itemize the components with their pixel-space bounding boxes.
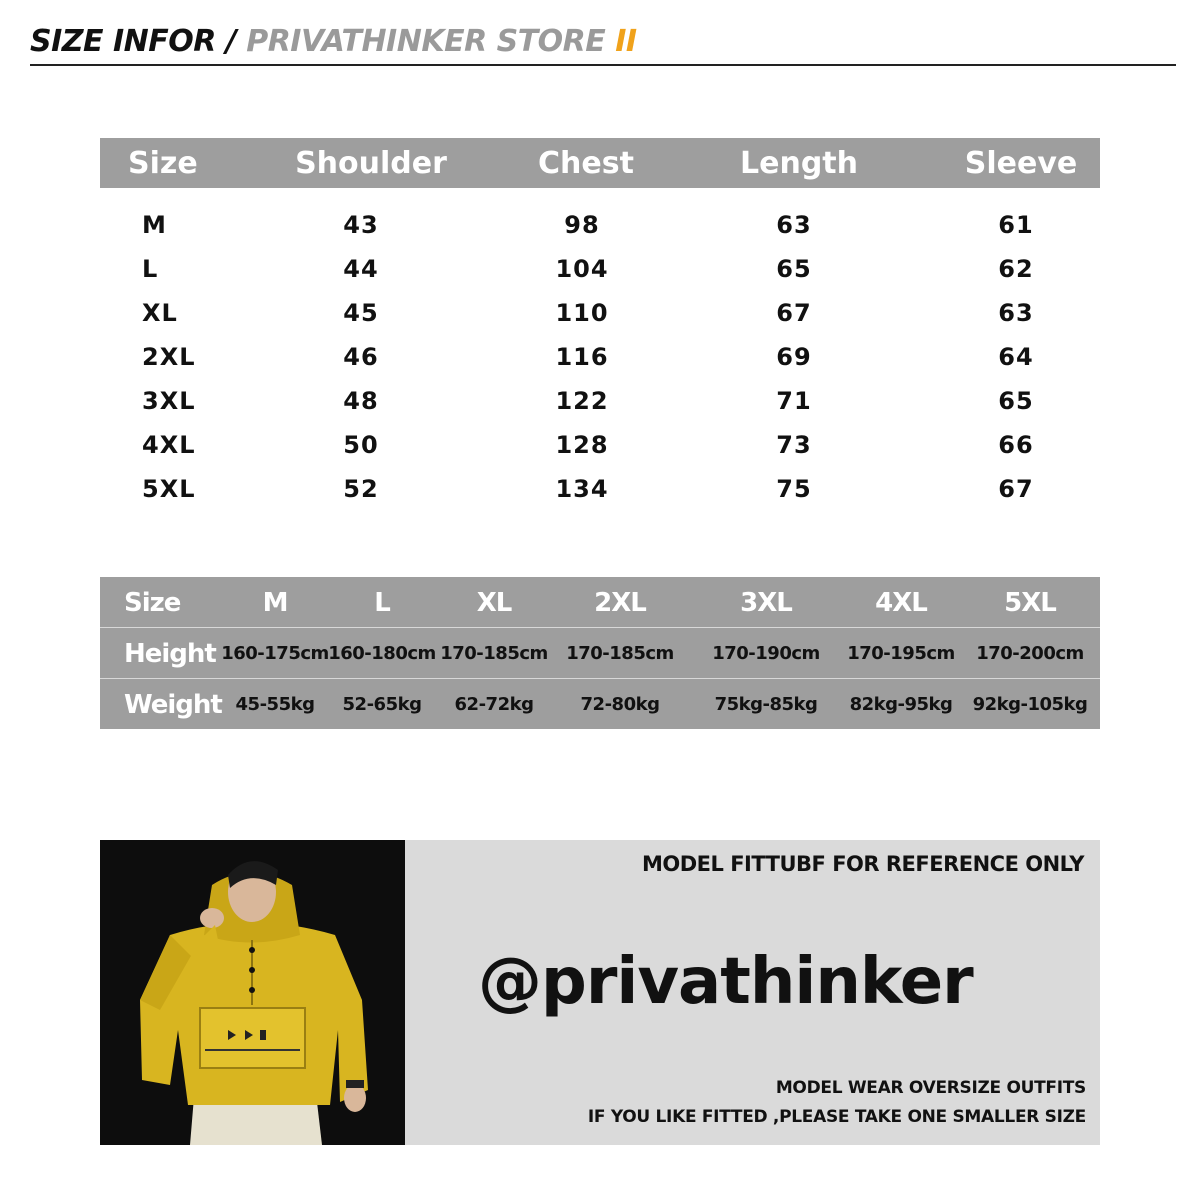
fit-weight-cell: 72-80kg: [580, 694, 660, 715]
measurement-row: [100, 423, 1100, 467]
oversize-note-line-2: IF YOU LIKE FITTED ,PLEASE TAKE ONE SMALLER SIZE: [587, 1107, 1086, 1127]
column-header-shoulder: Shoulder: [295, 146, 447, 181]
fit-size-cell: 4XL: [875, 588, 927, 618]
fit-height-cell: 170-195cm: [847, 643, 955, 664]
oversize-note: [588, 1074, 1086, 1132]
size-cell: 4XL: [142, 431, 196, 459]
column-header-chest: Chest: [538, 146, 634, 181]
header-store-name: PRIVATHINKER STORE: [246, 24, 606, 59]
measurement-cell: 71: [776, 387, 812, 415]
size-cell: XL: [142, 299, 178, 327]
fit-guide-table: [100, 577, 1100, 729]
measurement-cell: 67: [998, 475, 1034, 503]
size-cell: M: [142, 211, 167, 239]
measurement-row: [100, 291, 1100, 335]
fit-size-cell: 2XL: [594, 588, 646, 618]
measurement-cell: 52: [343, 475, 379, 503]
column-header-sleeve: Sleeve: [964, 146, 1078, 181]
fit-height-cell: 160-180cm: [328, 643, 436, 664]
measurement-table-header: [100, 138, 1100, 188]
measurement-cell: 75: [776, 475, 812, 503]
measurement-cell: 98: [564, 211, 600, 239]
measurement-row: [100, 247, 1100, 291]
measurement-cell: 110: [555, 299, 609, 327]
measurement-cell: 50: [343, 431, 379, 459]
fit-weight-cell: 75kg-85kg: [714, 694, 818, 715]
measurement-cell: 122: [555, 387, 609, 415]
measurement-cell: 116: [555, 343, 609, 371]
fit-height-cell: 170-200cm: [976, 643, 1084, 664]
fit-height-cell: 170-190cm: [712, 643, 820, 664]
fit-weight-cell: 45-55kg: [235, 694, 315, 715]
measurement-row: [100, 467, 1100, 511]
size-cell: 5XL: [142, 475, 196, 503]
fit-size-cell: M: [262, 588, 288, 618]
oversize-note-line-1: MODEL WEAR OVERSIZE OUTFITS: [775, 1078, 1086, 1098]
reference-note: MODEL FITTUBF FOR REFERENCE ONLY: [641, 852, 1084, 876]
store-handle: @privathinker: [478, 945, 973, 1019]
measurement-cell: 128: [555, 431, 609, 459]
measurement-cell: 61: [998, 211, 1034, 239]
fit-height-label: Height: [124, 639, 216, 669]
measurement-table: [100, 138, 1100, 511]
fit-weight-cell: 52-65kg: [342, 694, 422, 715]
measurement-cell: 63: [776, 211, 812, 239]
measurement-cell: 45: [343, 299, 379, 327]
measurement-row: [100, 335, 1100, 379]
measurement-table-body: [100, 188, 1100, 511]
measurement-cell: 48: [343, 387, 379, 415]
measurement-cell: 69: [776, 343, 812, 371]
measurement-cell: 46: [343, 343, 379, 371]
fit-weight-row: [100, 679, 1100, 729]
measurement-cell: 62: [998, 255, 1034, 283]
size-cell: 3XL: [142, 387, 196, 415]
fit-height-cell: 160-175cm: [221, 643, 329, 664]
header-separator: /: [225, 24, 237, 59]
fit-size-row: [100, 577, 1100, 628]
measurement-cell: 66: [998, 431, 1034, 459]
measurement-cell: 43: [343, 211, 379, 239]
fit-size-cell: L: [374, 588, 390, 618]
measurement-row: [100, 379, 1100, 423]
measurement-cell: 134: [555, 475, 609, 503]
measurement-cell: 64: [998, 343, 1034, 371]
fit-height-row: [100, 628, 1100, 679]
measurement-cell: 44: [343, 255, 379, 283]
measurement-cell: 65: [776, 255, 812, 283]
fit-height-cell: 170-185cm: [566, 643, 674, 664]
column-header-length: Length: [740, 146, 858, 181]
model-photo: [100, 840, 405, 1145]
column-header-size: Size: [128, 146, 198, 181]
fit-weight-cell: 82kg-95kg: [849, 694, 953, 715]
header-title: SIZE INFOR: [30, 24, 216, 59]
fit-weight-cell: 92kg-105kg: [972, 694, 1088, 715]
measurement-cell: 65: [998, 387, 1034, 415]
fit-size-label: Size: [124, 588, 181, 618]
fit-weight-cell: 62-72kg: [454, 694, 534, 715]
fit-size-cell: 5XL: [1004, 588, 1056, 618]
measurement-cell: 63: [998, 299, 1034, 327]
fit-size-cell: 3XL: [740, 588, 792, 618]
fit-size-cell: XL: [476, 588, 512, 618]
measurement-cell: 67: [776, 299, 812, 327]
fit-height-cell: 170-185cm: [440, 643, 548, 664]
header-mark: II: [615, 24, 637, 59]
measurement-row: [100, 203, 1100, 247]
size-cell: L: [142, 255, 159, 283]
measurement-cell: 104: [555, 255, 609, 283]
page-header: [30, 22, 1176, 66]
size-cell: 2XL: [142, 343, 196, 371]
fit-weight-label: Weight: [124, 690, 222, 720]
measurement-cell: 73: [776, 431, 812, 459]
model-illustration: [100, 840, 405, 1145]
model-reference-section: [100, 840, 1100, 1145]
